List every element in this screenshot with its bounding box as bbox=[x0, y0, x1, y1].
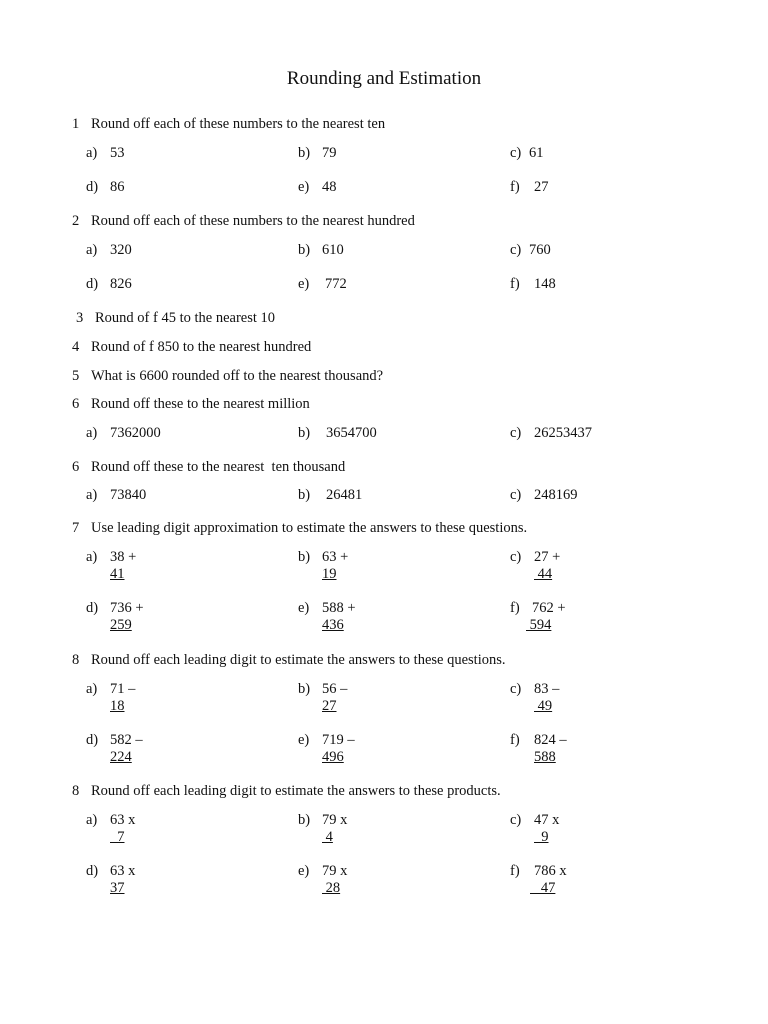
product-item bbox=[86, 812, 135, 846]
item-top-operand: 736 + bbox=[110, 600, 144, 616]
item-bottom-operand: 49 bbox=[534, 698, 553, 714]
sum-item bbox=[298, 549, 348, 583]
question-5 bbox=[72, 368, 383, 385]
item-label: e) bbox=[298, 600, 310, 616]
question-text: Round off each leading digit to estimate the answers to these products. bbox=[91, 783, 501, 799]
item-label: b) bbox=[298, 681, 311, 697]
item-bottom-operand: 27 bbox=[322, 698, 337, 714]
item-label: c) bbox=[510, 242, 522, 258]
item-label: c) bbox=[510, 681, 522, 697]
item-label: c) bbox=[510, 812, 522, 828]
item-label: d) bbox=[86, 732, 99, 748]
difference-item bbox=[510, 681, 559, 715]
item-label: b) bbox=[298, 145, 311, 161]
question-4 bbox=[72, 339, 311, 356]
question-text: Round off these to the nearest million bbox=[91, 396, 310, 412]
item-value: 61 bbox=[529, 145, 544, 161]
answer-item bbox=[86, 276, 132, 293]
question-number: 4 bbox=[72, 339, 80, 355]
item-top-operand: 582 – bbox=[110, 732, 143, 748]
item-label: e) bbox=[298, 863, 310, 879]
question-number: 7 bbox=[72, 520, 80, 536]
question-number: 5 bbox=[72, 368, 80, 384]
question-text: Round off each leading digit to estimate the answers to these questions. bbox=[91, 652, 506, 668]
item-value: 79 bbox=[322, 145, 337, 161]
question-text: Round off each of these numbers to the nearest hundred bbox=[91, 213, 415, 229]
item-label: e) bbox=[298, 276, 310, 292]
answer-item bbox=[86, 145, 125, 162]
item-bottom-operand: 436 bbox=[322, 617, 344, 633]
item-top-operand: 824 – bbox=[534, 732, 567, 748]
difference-item bbox=[298, 681, 347, 715]
difference-item bbox=[510, 732, 567, 766]
item-value: 26481 bbox=[326, 487, 363, 503]
item-bottom-operand: 224 bbox=[110, 749, 132, 765]
item-value: 248169 bbox=[534, 487, 578, 503]
item-label: a) bbox=[86, 681, 98, 697]
question-number: 3 bbox=[76, 310, 84, 326]
sum-item bbox=[86, 600, 144, 634]
answer-item bbox=[86, 425, 161, 442]
item-top-operand: 762 + bbox=[532, 600, 566, 616]
item-label: a) bbox=[86, 812, 98, 828]
question-8-subtraction bbox=[72, 652, 506, 669]
question-2 bbox=[72, 213, 415, 230]
item-bottom-operand: 588 bbox=[534, 749, 556, 765]
item-bottom-operand: 47 bbox=[530, 880, 556, 896]
item-bottom-operand: 44 bbox=[534, 566, 553, 582]
answer-item bbox=[298, 276, 347, 293]
item-label: f) bbox=[510, 863, 520, 879]
item-label: c) bbox=[510, 145, 522, 161]
question-number: 8 bbox=[72, 652, 80, 668]
question-text: Round of f 45 to the nearest 10 bbox=[95, 310, 276, 326]
item-bottom-operand: 28 bbox=[322, 880, 341, 896]
difference-item bbox=[298, 732, 355, 766]
item-label: b) bbox=[298, 242, 311, 258]
question-text: Round off each of these numbers to the nearest ten bbox=[91, 116, 386, 132]
item-label: b) bbox=[298, 425, 311, 441]
question-3 bbox=[76, 310, 275, 327]
item-label: a) bbox=[86, 242, 98, 258]
question-number: 6 bbox=[72, 459, 80, 475]
question-number: 2 bbox=[72, 213, 80, 229]
item-top-operand: 71 – bbox=[110, 681, 136, 697]
item-bottom-operand: 18 bbox=[110, 698, 125, 714]
question-7 bbox=[72, 520, 527, 537]
question-text: Round off these to the nearest ten thousand bbox=[91, 459, 346, 475]
question-number: 1 bbox=[72, 116, 80, 132]
sum-item bbox=[510, 549, 560, 583]
item-label: f) bbox=[510, 276, 520, 292]
item-label: b) bbox=[298, 549, 311, 565]
answer-item bbox=[86, 179, 125, 196]
item-value: 86 bbox=[110, 179, 125, 195]
item-label: f) bbox=[510, 179, 520, 195]
item-label: a) bbox=[86, 425, 98, 441]
product-item bbox=[298, 812, 347, 846]
item-bottom-operand: 4 bbox=[322, 829, 333, 845]
answer-item bbox=[510, 276, 556, 293]
item-top-operand: 588 + bbox=[322, 600, 356, 616]
sum-item bbox=[510, 600, 566, 634]
item-value: 3654700 bbox=[326, 425, 377, 441]
item-top-operand: 786 x bbox=[534, 863, 567, 879]
item-label: d) bbox=[86, 179, 99, 195]
answer-item bbox=[298, 179, 337, 196]
item-label: d) bbox=[86, 863, 99, 879]
item-label: b) bbox=[298, 487, 311, 503]
item-bottom-operand: 9 bbox=[534, 829, 549, 845]
answer-item bbox=[86, 242, 132, 259]
answer-item bbox=[510, 242, 551, 259]
question-number: 8 bbox=[72, 783, 80, 799]
item-top-operand: 38 + bbox=[110, 549, 137, 565]
sum-item bbox=[86, 549, 136, 583]
item-value: 760 bbox=[529, 242, 551, 258]
answer-item bbox=[510, 145, 544, 162]
answer-item bbox=[510, 487, 578, 504]
item-value: 26253437 bbox=[534, 425, 592, 441]
item-label: d) bbox=[86, 600, 99, 616]
item-value: 7362000 bbox=[110, 425, 161, 441]
item-label: a) bbox=[86, 549, 98, 565]
item-label: e) bbox=[298, 179, 310, 195]
item-top-operand: 719 – bbox=[322, 732, 355, 748]
item-bottom-operand: 496 bbox=[322, 749, 344, 765]
page-title: Rounding and Estimation bbox=[286, 68, 482, 89]
question-number: 6 bbox=[72, 396, 80, 412]
answer-item bbox=[86, 487, 146, 504]
question-1 bbox=[72, 116, 385, 133]
question-text: What is 6600 rounded off to the nearest thousand? bbox=[91, 368, 384, 384]
item-label: c) bbox=[510, 425, 522, 441]
item-top-operand: 79 x bbox=[322, 812, 348, 828]
product-item bbox=[510, 863, 567, 897]
item-label: f) bbox=[510, 732, 520, 748]
item-bottom-operand: 7 bbox=[110, 829, 125, 845]
item-top-operand: 83 – bbox=[534, 681, 560, 697]
item-value: 48 bbox=[322, 179, 337, 195]
item-value: 610 bbox=[322, 242, 344, 258]
item-bottom-operand: 41 bbox=[110, 566, 125, 582]
answer-item bbox=[298, 242, 344, 259]
difference-item bbox=[86, 732, 143, 766]
item-label: b) bbox=[298, 812, 311, 828]
question-6-million bbox=[72, 396, 310, 413]
item-bottom-operand: 37 bbox=[110, 880, 125, 896]
item-label: c) bbox=[510, 487, 522, 503]
answer-item bbox=[510, 425, 592, 442]
item-bottom-operand: 594 bbox=[526, 617, 552, 633]
item-top-operand: 63 x bbox=[110, 812, 136, 828]
item-label: a) bbox=[86, 145, 98, 161]
question-text: Round of f 850 to the nearest hundred bbox=[91, 339, 312, 355]
item-value: 27 bbox=[534, 179, 549, 195]
item-top-operand: 47 x bbox=[534, 812, 560, 828]
item-value: 826 bbox=[110, 276, 132, 292]
answer-item bbox=[298, 487, 362, 504]
product-item bbox=[298, 863, 347, 897]
item-label: a) bbox=[86, 487, 98, 503]
product-item bbox=[510, 812, 559, 846]
question-6-ten-thousand bbox=[72, 459, 345, 476]
item-value: 320 bbox=[110, 242, 132, 258]
item-label: e) bbox=[298, 732, 310, 748]
answer-item bbox=[510, 179, 549, 196]
item-bottom-operand: 19 bbox=[322, 566, 337, 582]
question-8-products bbox=[72, 783, 501, 800]
item-value: 53 bbox=[110, 145, 125, 161]
answer-item bbox=[298, 145, 337, 162]
sum-item bbox=[298, 600, 356, 634]
item-top-operand: 63 x bbox=[110, 863, 136, 879]
item-top-operand: 63 + bbox=[322, 549, 349, 565]
item-top-operand: 79 x bbox=[322, 863, 348, 879]
item-label: d) bbox=[86, 276, 99, 292]
item-value: 73840 bbox=[110, 487, 147, 503]
product-item bbox=[86, 863, 135, 897]
item-label: f) bbox=[510, 600, 520, 616]
difference-item bbox=[86, 681, 135, 715]
item-top-operand: 56 – bbox=[322, 681, 348, 697]
item-value: 148 bbox=[534, 276, 556, 292]
item-value: 772 bbox=[325, 276, 347, 292]
question-text: Use leading digit approximation to estimate the answers to these questions. bbox=[91, 520, 528, 536]
item-top-operand: 27 + bbox=[534, 549, 561, 565]
answer-item bbox=[298, 425, 377, 442]
item-bottom-operand: 259 bbox=[110, 617, 132, 633]
item-label: c) bbox=[510, 549, 522, 565]
